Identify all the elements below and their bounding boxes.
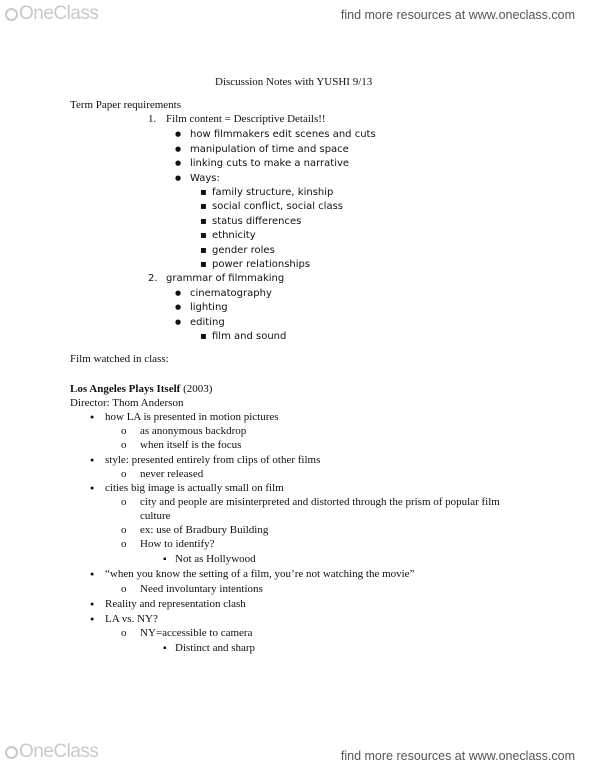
term-paper-heading: Term Paper requirements (70, 99, 182, 111)
film-year: (2003) (183, 383, 213, 395)
list-item: ▪ family structure, kinship (212, 186, 333, 199)
oneclass-logo-footer (5, 741, 98, 763)
list-item: ● lighting (190, 301, 228, 314)
film-watched-heading: Film watched in class: (70, 353, 169, 365)
list-item: ● how LA is presented in motion pictures (105, 411, 279, 424)
list-item: ● editing (190, 316, 225, 329)
list-item-continued: culture (140, 510, 171, 522)
logo-text: OneClass (19, 3, 99, 24)
list-item: ● cities big image is actually small on film (105, 482, 284, 495)
list-item: ● how filmmakers edit scenes and cuts (190, 128, 376, 141)
list-item: ▪ status differences (212, 215, 301, 228)
list-item: ● style: presented entirely from clips of other films (105, 454, 320, 467)
list-item: ▪ gender roles (212, 244, 275, 257)
list-item: ● “when you know the setting of a film, you’re not watching the movie” (105, 568, 414, 581)
list-item: Need involuntary intentions (140, 583, 263, 595)
list-item: ex: use of Bradbury Building (140, 524, 269, 536)
list-item: ▪ film and sound (212, 330, 286, 343)
sub-bullet-marker: o (121, 439, 127, 451)
list-item: ● Ways: (190, 172, 220, 185)
list-item: ● linking cuts to make a narrative (190, 157, 349, 170)
oneclass-logo-mark-icon (5, 8, 18, 21)
list-item: ▪ social conflict, social class (212, 200, 343, 213)
list-item: when itself is the focus (140, 439, 242, 451)
list-item: ▪ Not as Hollywood (175, 553, 256, 566)
footer-tagline[interactable]: find more resources at www.oneclass.com (340, 749, 575, 763)
list-item: ● LA vs. NY? (105, 613, 158, 626)
sub-bullet-marker: o (121, 524, 127, 536)
sub-bullet-marker: o (121, 583, 127, 595)
list-item: NY=accessible to camera (140, 627, 253, 639)
page-title: Discussion Notes with YUSHI 9/13 (215, 76, 373, 88)
list-number: 1. (148, 113, 157, 125)
sub-bullet-marker: o (121, 425, 127, 437)
list-item: ▪ ethnicity (212, 229, 256, 242)
sub-bullet-marker: o (121, 538, 127, 550)
film-title: Los Angeles Plays Itself (70, 383, 181, 395)
logo-text: OneClass (19, 741, 99, 762)
director-line: Director: Thom Anderson (70, 397, 184, 409)
list-item: city and people are misinterpreted and distorted through the prism of popular film (140, 496, 500, 508)
list-item: ▪ power relationships (212, 258, 310, 271)
list-item: as anonymous backdrop (140, 425, 247, 437)
oneclass-logo (5, 3, 98, 25)
oneclass-logo-mark-icon (5, 746, 18, 759)
list-item: ▪ Distinct and sharp (175, 642, 255, 655)
film-heading (70, 383, 212, 396)
list-item: ● manipulation of time and space (190, 143, 349, 156)
sub-bullet-marker: o (121, 468, 127, 480)
header-tagline[interactable]: find more resources at www.oneclass.com (340, 8, 575, 22)
list-item: never released (140, 468, 204, 480)
sub-bullet-marker: o (121, 627, 127, 639)
list-item: grammar of filmmaking (166, 273, 285, 284)
list-item: ● cinematography (190, 287, 272, 300)
sub-bullet-marker: o (121, 496, 127, 508)
list-item: Film content = Descriptive Details!! (166, 113, 326, 125)
list-item: ● Reality and representation clash (105, 598, 246, 611)
list-item: How to identify? (140, 538, 215, 550)
list-number: 2. (148, 273, 158, 284)
